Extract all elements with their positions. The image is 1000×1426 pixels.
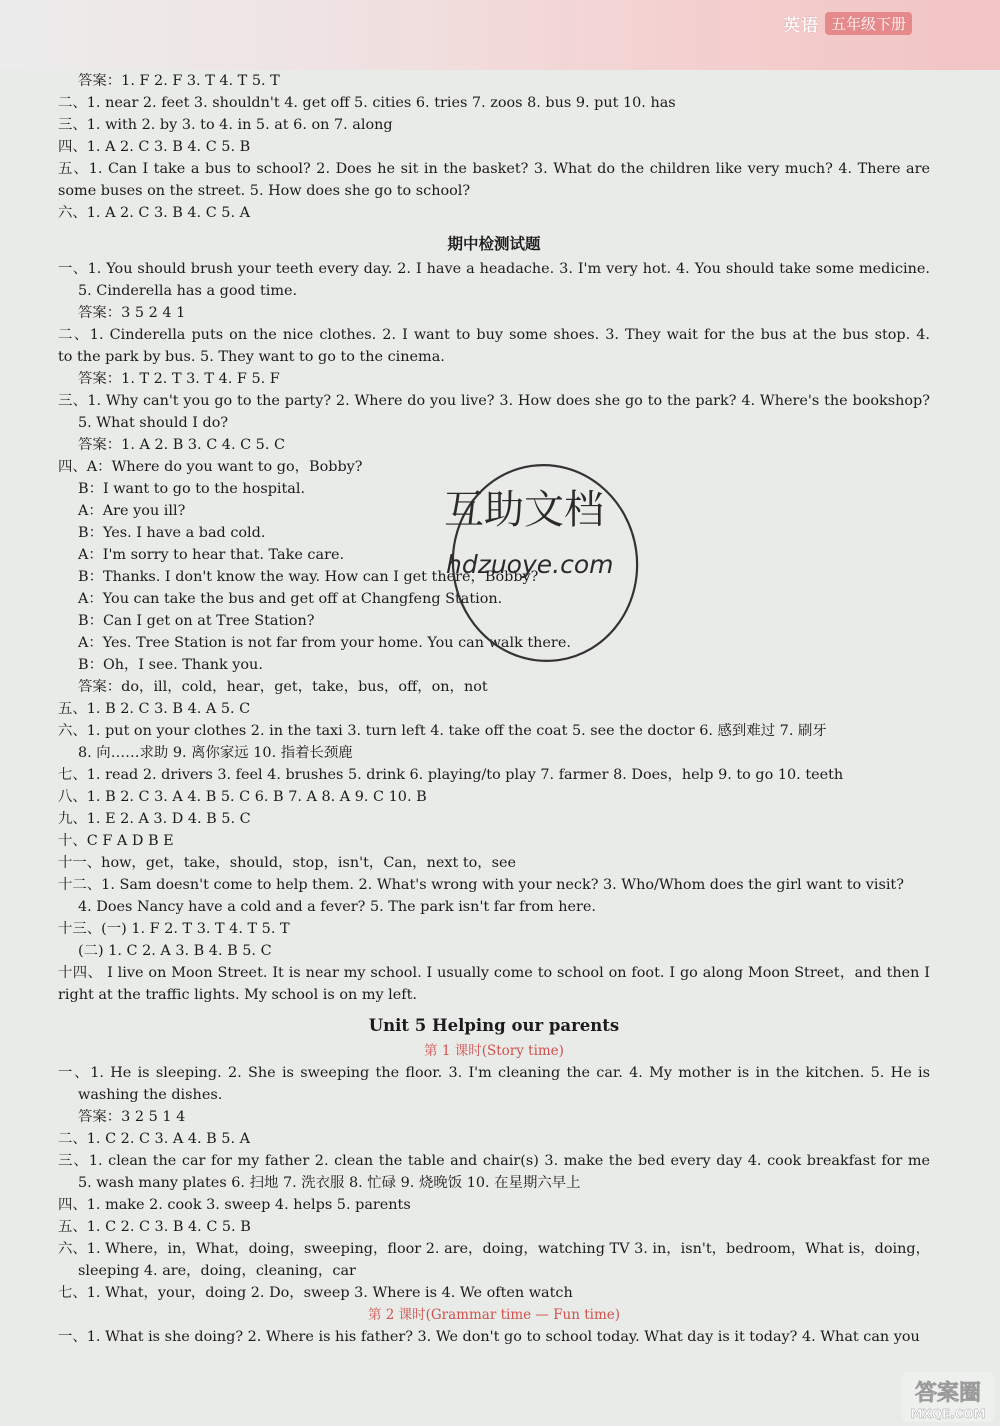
answer-line: 二、1. Cinderella puts on the nice clothes. 2. I want to buy some shoes. 3. They wait for the bus at the bus stop. 4. bbox=[58, 327, 930, 343]
answer-line: A：You can take the bus and get off at Changfeng Station. bbox=[78, 591, 503, 607]
subject-label: 英语 bbox=[783, 15, 819, 36]
answer-line: B：I want to go to the hospital. bbox=[78, 481, 306, 497]
answer-line: B：Oh，I see. Thank you. bbox=[78, 657, 263, 673]
answer-line: to the park by bus. 5. They want to go to the cinema. bbox=[58, 349, 445, 365]
section-heading: 期中检测试题 bbox=[447, 235, 541, 253]
answer-line: B：Yes. I have a bad cold. bbox=[78, 525, 266, 541]
answer-line: 二、1. near 2. feet 3. shouldn't 4. get off 5. cities 6. tries 7. zoos 8. bus 9. put 10. has bbox=[58, 95, 676, 111]
answer-line: A：Are you ill? bbox=[78, 503, 186, 519]
answer-line: 十一、how，get，take，should，stop，isn't，Can，next to，see bbox=[58, 855, 517, 871]
answer-line: 答案：do，ill，cold，hear，get，take，bus，off，on，not bbox=[78, 679, 488, 695]
answer-line: 答案：1. A 2. B 3. C 4. C 5. C bbox=[78, 437, 285, 453]
section-heading: Unit 5 Helping our parents bbox=[368, 1016, 620, 1035]
answer-line: 四、A：Where do you want to go，Bobby? bbox=[58, 459, 363, 475]
answer-line: sleeping 4. are，doing，cleaning，car bbox=[78, 1263, 356, 1279]
answer-line: 5. What should I do? bbox=[78, 415, 229, 431]
answer-line: washing the dishes. bbox=[78, 1087, 223, 1103]
answer-line: 五、1. C 2. C 3. B 4. C 5. B bbox=[58, 1219, 251, 1235]
answer-line: 十、C F A D B E bbox=[58, 833, 174, 849]
answer-line: 八、1. B 2. C 3. A 4. B 5. C 6. B 7. A 8. A 9. C 10. B bbox=[58, 789, 427, 805]
section-heading: 第 1 课时(Story time) bbox=[424, 1043, 564, 1059]
answer-line: (二) 1. C 2. A 3. B 4. B 5. C bbox=[78, 943, 272, 959]
answer-line: 4. Does Nancy have a cold and a fever? 5. The park isn't far from here. bbox=[78, 899, 596, 915]
answer-line: B：Can I get on at Tree Station? bbox=[78, 613, 315, 629]
answer-line: 七、1. read 2. drivers 3. feel 4. brushes 5. drink 6. playing/to play 7. farmer 8. Does，help 9. to go 10. teeth bbox=[58, 767, 844, 783]
answer-line: 一、1. What is she doing? 2. Where is his father? 3. We don't go to school today. What day is it today? 4. What can you bbox=[58, 1329, 920, 1345]
answer-line: A：I'm sorry to hear that. Take care. bbox=[78, 547, 345, 563]
answer-line: 六、1. A 2. C 3. B 4. C 5. A bbox=[58, 205, 250, 221]
answer-line: 三、1. Why can't you go to the party? 2. Where do you live? 3. How does she go to the park? 4. Where's the bookshop? bbox=[58, 393, 930, 409]
stamp-text-cn: 互助文档 bbox=[444, 487, 604, 533]
answer-line: 九、1. E 2. A 3. D 4. B 5. C bbox=[58, 811, 251, 827]
answer-line: 一、1. You should brush your teeth every day. 2. I have a headache. 3. I'm very hot. 4. You should take some medicine. bbox=[58, 261, 930, 277]
answer-line: 答案：3 5 2 4 1 bbox=[78, 305, 186, 321]
answer-line: 十三、(一) 1. F 2. T 3. T 4. T 5. T bbox=[58, 921, 290, 937]
answer-line: 五、1. B 2. C 3. B 4. A 5. C bbox=[58, 701, 251, 717]
watermark-url: MXQE.COM bbox=[910, 1407, 986, 1421]
answer-line: 答案：3 2 5 1 4 bbox=[78, 1109, 186, 1125]
answer-line: 十四、 I live on Moon Street. It is near my school. I usually come to school on foot. I go along Moon Street，and then I bbox=[58, 965, 930, 981]
answer-line: 六、1. put on your clothes 2. in the taxi 3. turn left 4. take off the coat 5. see the doctor 6. 感到难过 7. 刷牙 bbox=[58, 723, 827, 739]
answer-line: right at the traffic lights. My school is on my left. bbox=[58, 987, 417, 1003]
answer-line: 七、1. What，your，doing 2. Do，sweep 3. Where is 4. We often watch bbox=[58, 1285, 573, 1301]
answer-line: 三、1. clean the car for my father 2. clean the table and chair(s) 3. make the bed every day 4. cook breakfast for me bbox=[58, 1153, 930, 1169]
section-heading: 第 2 课时(Grammar time — Fun time) bbox=[367, 1307, 621, 1323]
answer-line: 四、1. make 2. cook 3. sweep 4. helps 5. parents bbox=[58, 1197, 411, 1213]
answer-line: 二、1. C 2. C 3. A 4. B 5. A bbox=[58, 1131, 250, 1147]
watermark-logo bbox=[900, 1370, 996, 1424]
book-header-tag bbox=[783, 10, 931, 36]
answer-line: 三、1. with 2. by 3. to 4. in 5. at 6. on 7. along bbox=[58, 117, 393, 133]
answer-content bbox=[58, 70, 930, 1348]
answer-line: 一、1. He is sleeping. 2. She is sweeping the floor. 3. I'm cleaning the car. 4. My mother is in the kitchen. 5. He is bbox=[58, 1065, 930, 1081]
answer-line: 十二、1. Sam doesn't come to help them. 2. What's wrong with your neck? 3. Who/Whom does the girl want to visit? bbox=[58, 877, 904, 893]
answer-line: A：Yes. Tree Station is not far from your home. You can walk there. bbox=[78, 635, 571, 651]
answer-line: 5. Cinderella has a good time. bbox=[78, 283, 298, 299]
answer-line: some buses on the street. 5. How does she go to school? bbox=[58, 183, 471, 199]
answer-line: 答案：1. T 2. T 3. T 4. F 5. F bbox=[78, 371, 280, 387]
answer-line: 答案：1. F 2. F 3. T 4. T 5. T bbox=[78, 73, 280, 89]
answer-line: 四、1. A 2. C 3. B 4. C 5. B bbox=[58, 139, 251, 155]
stamp-text-url: hdzuoye.com bbox=[446, 550, 614, 579]
answer-line: 六、1. Where，in，What，doing，sweeping，floor 2. are，doing，watching TV 3. in，isn't，bedroom，What is，doing， bbox=[58, 1241, 930, 1257]
answer-line: B：Thanks. I don't know the way. How can I get there，Bobby? bbox=[78, 569, 539, 585]
watermark-text: 答案圈 bbox=[914, 1381, 982, 1406]
grade-label: 五年级下册 bbox=[825, 12, 912, 35]
answer-line: 5. wash many plates 6. 扫地 7. 洗衣服 8. 忙碌 9. 烧晚饭 10. 在星期六早上 bbox=[78, 1175, 581, 1191]
answer-line: 五、1. Can I take a bus to school? 2. Does he sit in the basket? 3. What do the children like very much? 4. There are bbox=[58, 161, 930, 177]
answer-line: 8. 向……求助 9. 离你家远 10. 指着长颈鹿 bbox=[78, 745, 353, 761]
